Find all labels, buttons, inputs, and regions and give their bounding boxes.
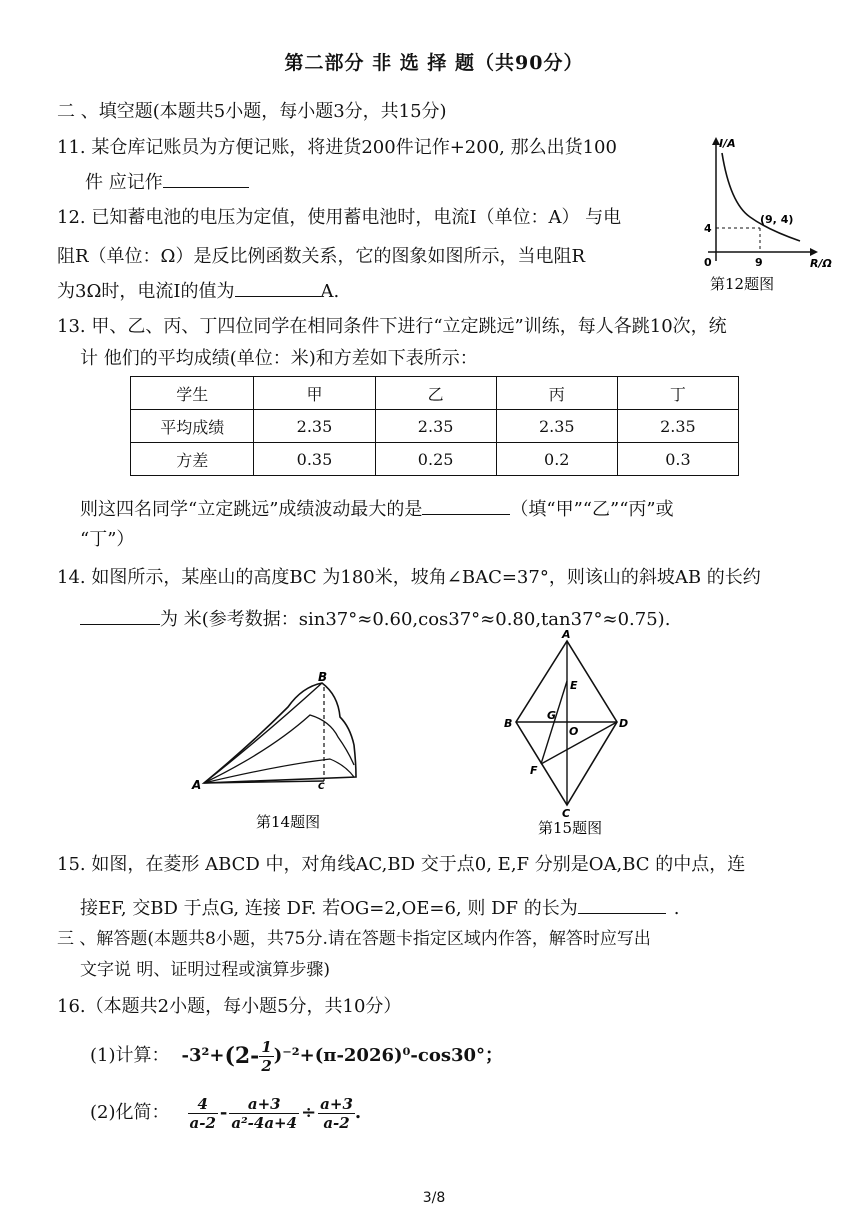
q12-line-2: 阻R（单位：Ω）是反比例函数关系，它的图象如图所示，当电阻R: [57, 246, 586, 267]
q12-text: 为3Ω时，电流I的值为: [57, 281, 235, 302]
table-header-cell: 学生: [131, 377, 254, 410]
fig14-mountain-outline: [204, 683, 356, 783]
table-cell: 0.2: [496, 443, 617, 476]
q11-line-2: [85, 167, 249, 195]
table-header-cell: 丙: [496, 377, 617, 410]
q16-p1-label: (1)计算：: [90, 1045, 170, 1066]
q16-part-2: [90, 1090, 361, 1136]
q13-options: （填“甲”“乙”“丙”或: [510, 499, 674, 520]
fig12-point-label: (9, 4): [760, 213, 794, 226]
q13-answer-blank[interactable]: [422, 494, 510, 515]
table-cell: 2.35: [617, 410, 738, 443]
fig12-y-label: I/A: [719, 137, 736, 150]
q16-p1-expr-a: -3²+: [181, 1045, 225, 1066]
q12-unit: A.: [320, 281, 340, 302]
table-cell: 0.25: [375, 443, 496, 476]
q16-heading: 16.（本题共2小题，每小题5分，共10分）: [57, 996, 402, 1017]
table-header-row: [131, 377, 739, 410]
fig15-label-d: D: [619, 717, 629, 730]
q16-p1-expr-c: )⁻²+(π-2026)⁰-cos30°；: [273, 1045, 504, 1066]
q15-line-2: [80, 893, 679, 921]
q13-line-2: 计 他们的平均成绩(单位：米)和方差如下表所示：: [80, 348, 478, 369]
q13-text: 则这四名同学“立定跳远”成绩波动最大的是: [80, 499, 423, 520]
q13-after-line-1: [80, 494, 674, 522]
fig14-ridge-2: [204, 715, 354, 783]
q15-line-1: 15. 如图，在菱形 ABCD 中，对角线AC,BD 交于点0, E,F 分别是OA,BC 的中点，连: [57, 854, 746, 875]
table-cell: 平均成绩: [131, 410, 254, 443]
fig12-curve: [722, 153, 800, 241]
q16-p1-frac-num: 1: [261, 1037, 272, 1056]
q14-answer-blank[interactable]: [80, 604, 160, 625]
section-heading-solve: 三 、解答题(本题共8小题，共75分.请在答题卡指定区域内作答，解答时应写出: [57, 929, 651, 949]
section-heading-solve-line-2: 文字说 明、证明过程或演算步骤): [80, 960, 331, 980]
q16-p1-fraction: [259, 1038, 273, 1075]
q12-line-1: 12. 已知蓄电池的电压为定值，使用蓄电池时，电流I（单位：A） 与电: [57, 207, 622, 228]
fig15-caption: 第15题图: [538, 819, 603, 837]
fig12-origin-label: 0: [704, 256, 712, 269]
q16-p2-end: .: [354, 1102, 362, 1123]
table-row: [131, 410, 739, 443]
q16-p2-f2-den: a²-4a+4: [231, 1113, 298, 1132]
q13-line-1: 13. 甲、乙、丙、丁四位同学在相同条件下进行“立定跳远”训练，每人各跳10次，统: [57, 316, 727, 337]
q11-line-1: 11. 某仓库记账员为方便记账，将进货200件记作+200, 那么出货100: [57, 137, 617, 158]
q14-line-1: 14. 如图所示，某座山的高度BC 为180米，坡角∠BAC=37°，则该山的斜坡AB 的长约: [57, 567, 761, 588]
fig12-x-label: R/Ω: [810, 257, 832, 270]
q12-answer-blank[interactable]: [235, 276, 321, 297]
fig12-y-tick: 4: [704, 222, 712, 235]
table-row: [131, 443, 739, 476]
fig15-label-c: C: [562, 807, 571, 820]
table-cell: 方差: [131, 443, 254, 476]
q16-p2-fraction-3: [318, 1095, 355, 1132]
q16-p2-f1-num: 4: [188, 1095, 218, 1114]
q16-p2-op-1: -: [219, 1102, 228, 1123]
fig15-label-g: G: [547, 709, 557, 722]
fig14-caption: 第14题图: [256, 813, 321, 831]
q16-p1-frac-den: 2: [261, 1056, 272, 1075]
q16-p2-fraction-1: [188, 1095, 218, 1132]
fig14-label-a: A: [192, 778, 202, 792]
fig14-label-b: B: [318, 670, 328, 684]
q16-p2-f2-num: a+3: [229, 1095, 299, 1114]
fig15-label-b: B: [504, 717, 513, 730]
table-cell: 2.35: [375, 410, 496, 443]
q16-p2-op-2: ÷: [301, 1102, 317, 1123]
q16-p2-fraction-2: [229, 1095, 299, 1132]
table-cell: 0.3: [617, 443, 738, 476]
q16-p1-expr-b: (2-: [224, 1043, 260, 1069]
fig15-label-o: O: [569, 725, 579, 738]
fig12-x-tick: 9: [755, 256, 763, 269]
figure-14-mountain: [190, 665, 390, 840]
q15-text: 接EF, 交BD 于点G, 连接 DF. 若OG=2,OE=6, 则 DF 的长为: [80, 898, 578, 919]
page-number: 3/8: [422, 1190, 446, 1206]
fig15-label-e: E: [570, 679, 578, 692]
table-cell: 0.35: [254, 443, 375, 476]
q14-text: 为 米(参考数据：sin37°≈0.60,cos37°≈0.80,tan37°≈0.75).: [160, 609, 671, 630]
section-heading-fill-blank: 二 、填空题(本题共5小题，每小题3分，共15分): [57, 101, 447, 122]
q15-answer-blank[interactable]: [578, 893, 666, 914]
figure-12-graph: [688, 133, 838, 296]
table-header-cell: 乙: [375, 377, 496, 410]
fig12-caption: 第12题图: [710, 275, 775, 293]
table-header-cell: 丁: [617, 377, 738, 410]
q16-p2-label: (2)化简：: [90, 1102, 170, 1123]
page-title: 第二部分 非 选 择 题（共90分）: [284, 52, 584, 74]
fig15-label-f: F: [530, 764, 538, 777]
figure-15-rhombus: [500, 627, 630, 842]
table-cell: 2.35: [254, 410, 375, 443]
q11-answer-blank[interactable]: [163, 167, 249, 188]
score-table: [130, 376, 739, 476]
table-header-cell: 甲: [254, 377, 375, 410]
fig14-label-c: C: [318, 782, 325, 792]
fig15-label-a: A: [562, 628, 571, 641]
q16-p2-f1-den: a-2: [189, 1113, 216, 1132]
fig14-base-line: [204, 781, 324, 783]
q15-period: .: [673, 898, 680, 919]
q16-p2-f3-den: a-2: [323, 1113, 350, 1132]
q11-text: 件 应记作: [85, 172, 163, 193]
q16-p2-f3-num: a+3: [320, 1094, 353, 1113]
q12-line-3: [57, 276, 339, 304]
q16-part-1: [90, 1034, 503, 1078]
fig12-x-arrow-icon: [810, 248, 818, 256]
q13-after-line-2: “丁”）: [80, 529, 135, 550]
table-cell: 2.35: [496, 410, 617, 443]
